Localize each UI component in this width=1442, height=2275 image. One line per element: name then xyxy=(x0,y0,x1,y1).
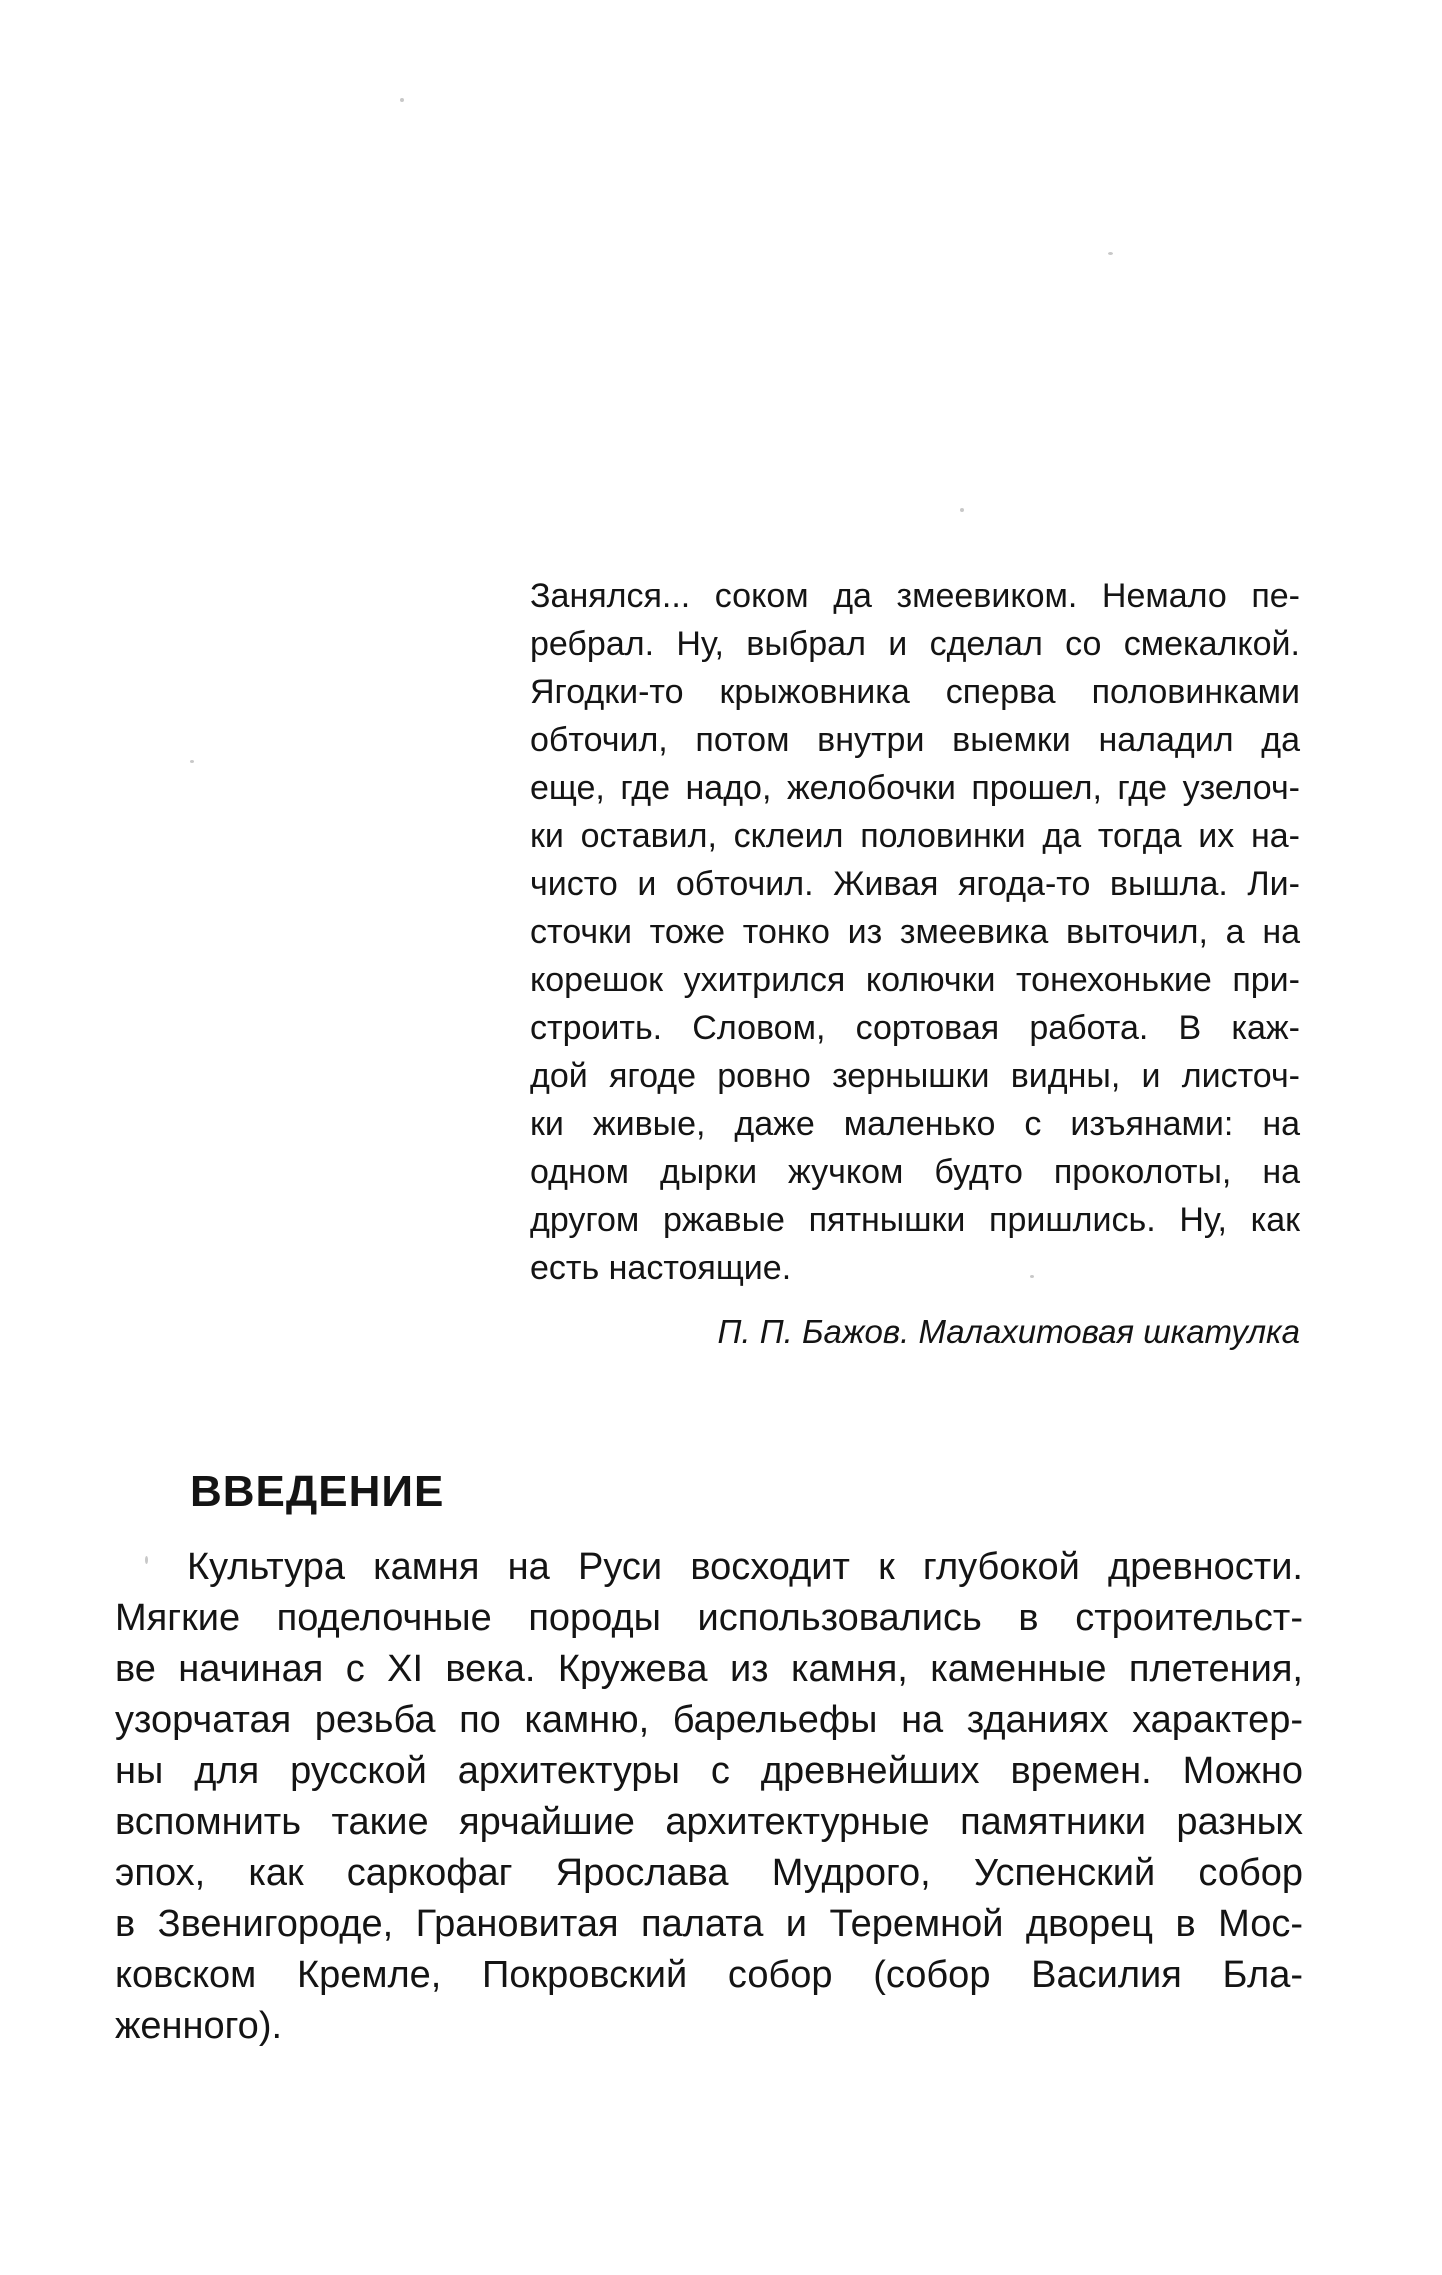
paragraph-line: женного). xyxy=(115,2005,283,2047)
introduction-paragraph xyxy=(115,1542,1303,2052)
scan-speck xyxy=(1108,252,1113,255)
paragraph-line: Культура камня на Руси восходит к глубокой древности. xyxy=(187,1546,1303,1588)
epigraph-line: корешок ухитрился колючки тонехонькие при- xyxy=(530,961,1300,999)
epigraph-line: дой ягоде ровно зернышки видны, и листоч- xyxy=(530,1057,1300,1095)
epigraph-line: сточки тоже тонко из змеевика выточил, а на xyxy=(530,913,1300,951)
epigraph xyxy=(530,572,1300,1292)
epigraph-line: ки живые, даже маленько с изъянами: на xyxy=(530,1105,1300,1143)
epigraph-line: еще, где надо, желобочки прошел, где узелоч- xyxy=(530,769,1300,807)
epigraph-line: ки оставил, склеил половинки да тогда их на- xyxy=(530,817,1300,855)
paragraph-line: эпох, как саркофаг Ярослава Мудрого, Успенский собор xyxy=(115,1852,1303,1894)
epigraph-attribution: П. П. Бажов. Малахитовая шкатулка xyxy=(717,1313,1300,1350)
paragraph-line: ве начиная с XI века. Кружева из камня, каменные плетения, xyxy=(115,1648,1303,1690)
paragraph-line: вспомнить такие ярчайшие архитектурные памятники разных xyxy=(115,1801,1303,1843)
epigraph-line: обточил, потом внутри выемки наладил да xyxy=(530,721,1300,759)
paragraph-line: ковском Кремле, Покровский собор (собор Василия Бла- xyxy=(115,1954,1303,1996)
paragraph-line: в Звенигороде, Грановитая палата и Теремной дворец в Мос- xyxy=(115,1903,1303,1945)
epigraph-line: чисто и обточил. Живая ягода-то вышла. Ли- xyxy=(530,865,1300,903)
epigraph-line: Ягодки-то крыжовника сперва половинками xyxy=(530,673,1300,711)
scan-speck xyxy=(190,760,194,763)
section-heading: ВВЕДЕНИЕ xyxy=(190,1467,445,1516)
epigraph-line: другом ржавые пятнышки пришлись. Ну, как xyxy=(530,1201,1300,1239)
paragraph-line: ны для русской архитектуры с древнейших времен. Можно xyxy=(115,1750,1303,1792)
paragraph-line: Мягкие поделочные породы использовались в строительст- xyxy=(115,1597,1303,1639)
epigraph-line: ребрал. Ну, выбрал и сделал со смекалкой. xyxy=(530,625,1300,663)
epigraph-line: строить. Словом, сортовая работа. В каж- xyxy=(530,1009,1300,1047)
epigraph-line: Занялся... соком да змеевиком. Немало пе- xyxy=(530,577,1300,615)
epigraph-line: одном дырки жучком будто проколоты, на xyxy=(530,1153,1300,1191)
paragraph-line: узорчатая резьба по камню, барельефы на зданиях характер- xyxy=(115,1699,1303,1741)
epigraph-line: есть настоящие. xyxy=(530,1249,792,1287)
scan-speck xyxy=(400,98,404,102)
scan-speck xyxy=(960,508,964,512)
